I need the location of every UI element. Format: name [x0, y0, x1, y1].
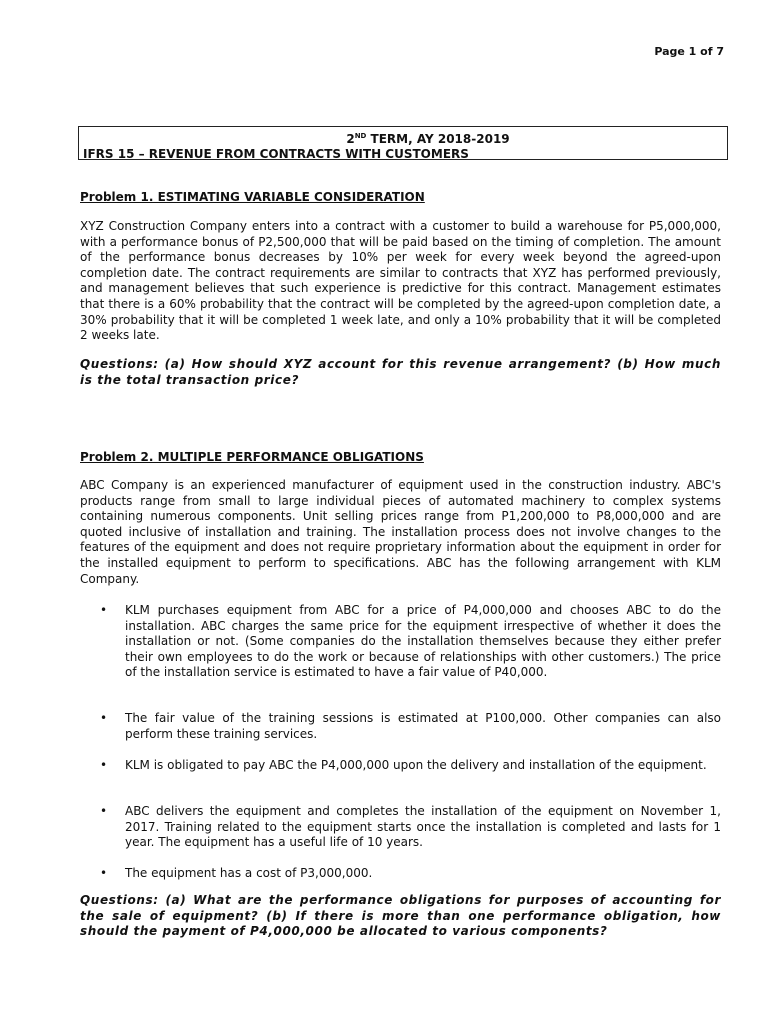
bullet-icon: •: [100, 758, 108, 772]
list-item: [80, 866, 721, 882]
bullet-icon: •: [100, 866, 108, 880]
list-item: [80, 804, 721, 851]
list-item: [80, 758, 721, 774]
document-header-box: [78, 126, 728, 160]
problem-1-questions: Questions: (a) How should XYZ account for this revenue arrangement? (b) How much is the total transaction price?: [80, 357, 721, 387]
term-rest: TERM, AY 2018-2019: [366, 132, 510, 146]
problem-1-heading: Problem 1. ESTIMATING VARIABLE CONSIDERATION: [80, 190, 425, 204]
list-item-text: ABC delivers the equipment and completes the installation of the equipment on November 1, 2017. Training related to the equipment starts once the installation is completed and lasts for 1 year. The equipment has a useful life of 10 years.: [125, 804, 721, 850]
problem-1-body: XYZ Construction Company enters into a contract with a customer to build a warehouse for P5,000,000, with a performance bonus of P2,500,000 that will be paid based on the timing of completion. The amount of the performance bonus decreases by 10% per week for every week beyond the agreed-upon completion date. The contract requirements are similar to contracts that XYZ has performed previously, and management believes that such experience is predictive for this contract. Management estimates that there is a 60% probability that the contract will be completed by the agreed-upon completion date, a 30% probability that it will be completed 1 week late, and only a 10% probability that it will be completed 2 weeks late.: [80, 219, 721, 343]
problem-2-body: ABC Company is an experienced manufacturer of equipment used in the construction industry. ABC's products range from small to large individual pieces of automated machinery to complex systems containing numerous components. Unit selling prices range from P1,200,000 to P8,000,000 and are quoted inclusive of installation and training. The installation process does not involve changes to the features of the equipment and does not require proprietary information about the equipment in order for the installed equipment to perform to specifications. ABC has the following arrangement with KLM Company.: [80, 478, 721, 586]
bullet-icon: •: [100, 711, 108, 725]
list-item: [80, 603, 721, 681]
term-line: [83, 129, 723, 147]
list-item-text: The equipment has a cost of P3,000,000.: [125, 866, 373, 880]
problem-2-heading: Problem 2. MULTIPLE PERFORMANCE OBLIGATIONS: [80, 450, 424, 464]
document-title: IFRS 15 – REVENUE FROM CONTRACTS WITH CUSTOMERS: [83, 147, 469, 161]
term-superscript: ND: [354, 132, 367, 140]
page-number: Page 1 of 7: [654, 45, 724, 58]
bullet-icon: •: [100, 603, 108, 617]
term-prefix: 2: [346, 132, 355, 146]
bullet-icon: •: [100, 804, 108, 818]
list-item-text: KLM purchases equipment from ABC for a price of P4,000,000 and chooses ABC to do the installation. ABC charges the same price for the equipment irrespective of whether it does the installation or not. (Some companies do the installation themselves because they either prefer their own employees to do the work or because of relationships with other customers.) The price of the installation service is estimated to have a fair value of P40,000.: [125, 603, 721, 680]
list-item: [80, 711, 721, 742]
list-item-text: The fair value of the training sessions is estimated at P100,000. Other companies can also perform these training services.: [125, 711, 721, 741]
problem-2-questions: Questions: (a) What are the performance obligations for purposes of accounting for the sale of equipment? (b) If there is more than one performance obligation, how should the payment of P4,000,000 be allocated to various components?: [80, 893, 721, 939]
list-item-text: KLM is obligated to pay ABC the P4,000,000 upon the delivery and installation of the equipment.: [125, 758, 707, 772]
